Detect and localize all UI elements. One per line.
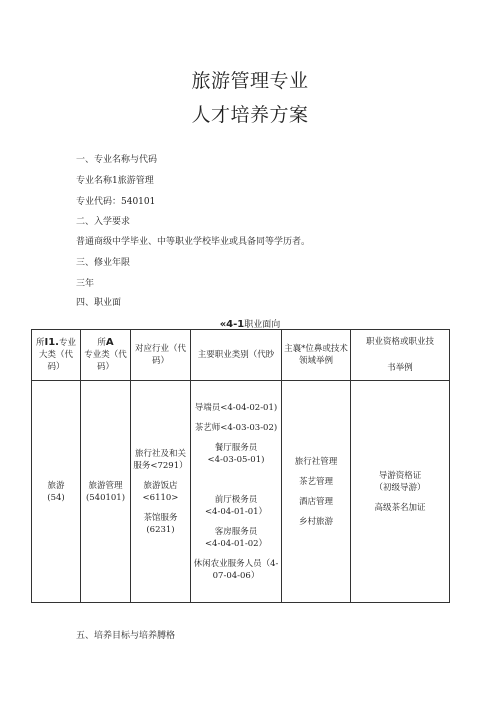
section-1-heading: 一、专业名称与代码 [76,155,158,165]
cell-position: 旅行社管理 茶艺管理 酒店管理 乡村旅游 [282,381,351,603]
major-name: 专业名称1旅游管理 [76,176,154,186]
header-position: 主襄*位鼻或技术领域举例 [282,330,351,381]
document-title-line2: 人才培养方案 [191,104,309,126]
career-orientation-table [31,329,450,603]
section-3-heading: 三、修业年限 [76,258,131,268]
header-industry: 对应行业（代码） [131,330,191,381]
section-2-heading: 二、入学要求 [76,217,131,227]
cell-certificate: 导游资格证 （初级导游） 高级茶名加证 [351,381,450,603]
header-major-class: 所A 专业类（代码） [81,330,131,381]
cell-major-class: 旅游管理 (540101) [81,381,131,603]
cell-occupation: 导端员<4-04-02-01) 茶艺师<4-03-03-02) 餐厅服务员 <4-03-05-01) 前厅极务员 <4-04-01-01） 客房服务员 <4-04-01-02） 休闲农业服务人员（4- 07-04-06） [191,381,282,603]
table-header-row [32,330,450,381]
section-5-heading: 五、培养目标与培养膊格 [76,631,176,641]
table-caption-text: 职业面向 [244,320,281,330]
cell-major-category: 旅游 (54) [32,381,81,603]
header-occupation: 主要职业类别（代眇 [191,330,282,381]
study-duration: 三年 [76,279,95,289]
admission-requirement: 普通商级中学毕业、中等职业学校毕业或具备同等学历者。 [76,237,311,247]
major-code: 专业代码：540101 [76,197,156,207]
header-certificate: 职业资格或职业技 书举例 [351,330,450,381]
cell-industry: 旅行社及和关 服务<7291） 旅游饭店 <6110> 茶馆服务(6231) [131,381,191,603]
table-caption-number: «4-1 [219,319,245,330]
table-row [32,381,450,603]
document-title-line1: 旅游管理专业 [191,70,309,92]
section-4-heading: 四、职业面 [76,298,122,308]
header-major-category: 所I1.专业大类（代码） [32,330,81,381]
